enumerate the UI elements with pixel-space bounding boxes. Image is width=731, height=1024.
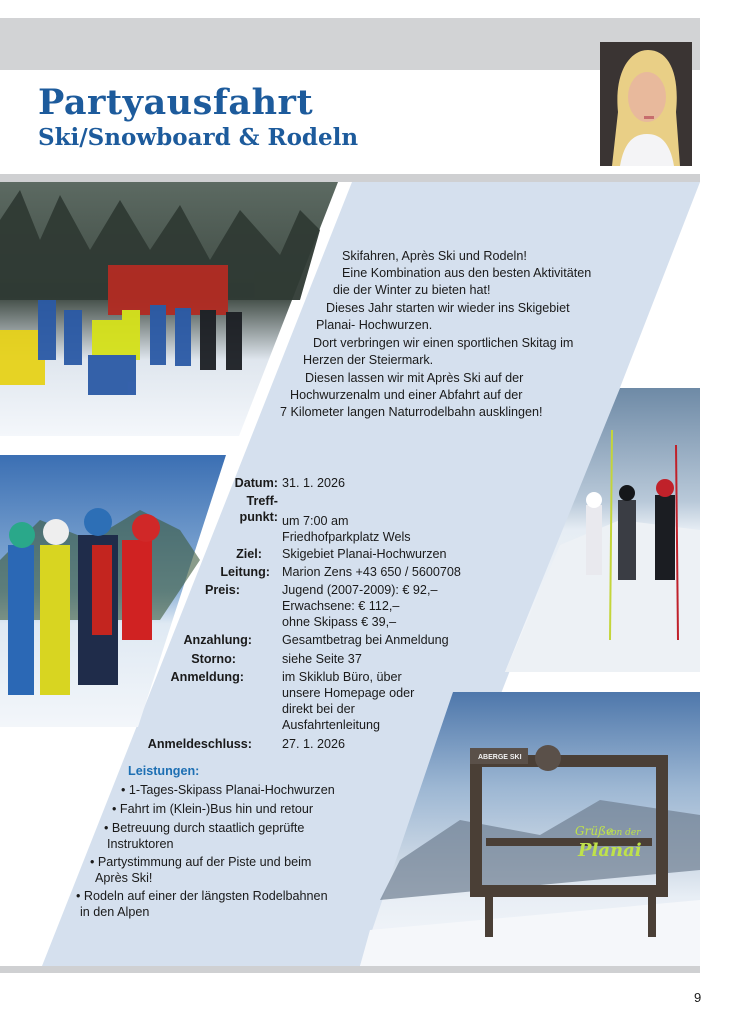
anmeldeschluss-value: 27. 1. 2026: [282, 737, 346, 751]
ziel-value: Skigebiet Planai-Hochwurzen: [282, 547, 447, 561]
intro-line: Planai- Hochwurzen.: [316, 318, 433, 332]
treff-value: um 7:00 am: [282, 514, 349, 528]
anmeldung-value: Ausfahrtenleitung: [282, 718, 381, 732]
leitung-value: Marion Zens +43 650 / 5600708: [282, 565, 461, 579]
intro-line: Dort verbringen wir einen sportlichen Skitag im: [313, 336, 574, 350]
storno-label: Storno:: [191, 652, 236, 666]
leistungen-item: • Rodeln auf einer der längsten Rodelbahnen: [76, 889, 328, 903]
ziel-label: Ziel:: [236, 547, 262, 561]
anmeldung-label: Anmeldung:: [170, 670, 244, 684]
preis-value: ohne Skipass € 39,–: [282, 615, 397, 629]
leistungen-item: in den Alpen: [80, 905, 150, 919]
frame-sign-text: ABERGE SKI: [478, 754, 522, 761]
anmeldeschluss-label: Anmeldeschluss:: [147, 737, 252, 751]
treff-label: Treff-: [246, 494, 278, 508]
page-number: 9: [694, 990, 702, 1005]
intro-line: Diesen lassen wir mit Après Ski auf der: [305, 371, 524, 385]
intro-line: Herzen der Steiermark.: [303, 353, 434, 367]
preis-label: Preis:: [204, 583, 240, 597]
leistungen-item: Après Ski!: [95, 871, 153, 885]
preis-value: Jugend (2007-2009): € 92,–: [282, 583, 438, 597]
intro-line: Dieses Jahr starten wir wieder ins Skigebiet: [326, 301, 570, 315]
frame-greeting-1: Grüße: [575, 824, 614, 838]
intro-line: Eine Kombination aus den besten Aktivitäten: [342, 266, 592, 280]
page-title: Partyausfahrt: [38, 82, 314, 123]
anmeldung-value: direkt bei der: [282, 702, 355, 716]
frame-greeting-2: von der: [606, 828, 641, 838]
datum-value: 31. 1. 2026: [282, 476, 346, 490]
preis-value: Erwachsene: € 112,–: [282, 599, 400, 613]
leistungen-heading: Leistungen:: [128, 764, 200, 778]
leistungen-item: • Partystimmung auf der Piste und beim: [90, 855, 312, 869]
anzahlung-label: Anzahlung:: [183, 633, 252, 647]
leistungen-item: Instruktoren: [107, 837, 174, 851]
footer-band: [0, 966, 700, 973]
leistungen-item: • Betreuung durch staatlich geprüfte: [104, 821, 305, 835]
leistungen-item: • Fahrt im (Klein-)Bus hin und retour: [112, 802, 314, 816]
intro-line: die der Winter zu bieten hat!: [333, 283, 491, 297]
intro-line: Hochwurzenalm und einer Abfahrt auf der: [290, 388, 523, 402]
leitung-label: Leitung:: [220, 565, 270, 579]
treff-value: Friedhofparkplatz Wels: [282, 530, 411, 544]
frame-greeting-3: Planai: [578, 840, 642, 861]
treff-label: punkt:: [239, 510, 278, 524]
anmeldung-value: im Skiklub Büro, über: [282, 670, 402, 684]
intro-line: Skifahren, Après Ski und Rodeln!: [342, 249, 527, 263]
anzahlung-value: Gesamtbetrag bei Anmeldung: [282, 633, 449, 647]
intro-line: 7 Kilometer langen Naturrodelbahn ausklingen!: [280, 405, 543, 419]
leistungen-item: • 1-Tages-Skipass Planai-Hochwurzen: [121, 783, 335, 797]
storno-value: siehe Seite 37: [282, 652, 362, 666]
anmeldung-value: unsere Homepage oder: [282, 686, 415, 700]
page-subtitle: Ski/Snowboard & Rodeln: [38, 124, 359, 151]
datum-label: Datum:: [234, 476, 278, 490]
